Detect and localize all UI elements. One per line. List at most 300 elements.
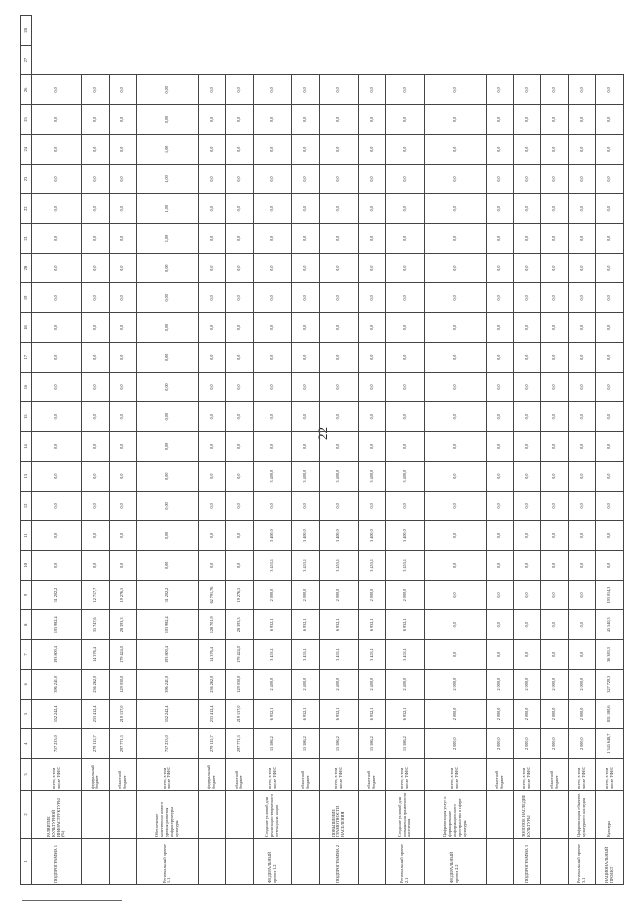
- value-cell: 3 400,0: [319, 461, 358, 491]
- program-cell: ПОДПРОГРАММА 3: [514, 839, 541, 885]
- value-cell: 31 202,2: [137, 580, 199, 610]
- value-cell: 0,0: [253, 224, 292, 254]
- value-cell: 0,0: [198, 253, 225, 283]
- value-cell: 0,0: [568, 75, 595, 105]
- value-cell: 0,0: [319, 164, 358, 194]
- table-row: [82, 16, 109, 885]
- value-cell: 0,0: [486, 550, 513, 580]
- value-cell: 0,0: [32, 432, 82, 462]
- value-cell: 0,0: [541, 610, 568, 640]
- value-cell: 3 400,0: [386, 461, 425, 491]
- value-cell: 28 393,3: [109, 610, 136, 640]
- column-header: 11: [21, 521, 32, 551]
- program-name-cell: [486, 791, 513, 839]
- value-cell: 0,0: [514, 253, 541, 283]
- value-cell: 193 800,4: [137, 640, 199, 670]
- value-cell: 0,0: [596, 491, 624, 521]
- value-cell: 0,0: [486, 640, 513, 670]
- column-header: 7: [21, 640, 32, 670]
- value-cell: 2 000,0: [541, 729, 568, 759]
- value-cell: 0,0: [424, 253, 486, 283]
- value-cell: 0,0: [596, 134, 624, 164]
- value-cell: 0,0: [486, 432, 513, 462]
- value-cell: 0,0: [109, 75, 136, 105]
- value-cell: 552 242,4: [32, 699, 82, 729]
- value-cell: 0,0: [292, 491, 319, 521]
- value-cell: 0,0: [109, 461, 136, 491]
- value-cell: 0,0: [568, 105, 595, 135]
- value-cell: 0,0: [32, 253, 82, 283]
- value-cell: 0,0: [292, 134, 319, 164]
- value-cell: 0,0: [486, 342, 513, 372]
- value-cell: 15 586,2: [253, 729, 292, 759]
- value-cell: 0,0: [424, 580, 486, 610]
- value-cell: 0,0: [253, 75, 292, 105]
- value-cell: 0,0: [32, 134, 82, 164]
- value-cell: 1,00: [137, 134, 199, 164]
- value-cell: 2 400,0: [386, 669, 425, 699]
- value-cell: 0,0: [198, 372, 225, 402]
- value-cell: 0,0: [424, 134, 486, 164]
- value-cell: 1,00: [137, 224, 199, 254]
- value-cell: 0,0: [82, 164, 109, 194]
- value-cell: 0,0: [358, 313, 385, 343]
- value-cell: 1,00: [137, 164, 199, 194]
- value-cell: 0,0: [226, 491, 253, 521]
- value-cell: 0,0: [386, 372, 425, 402]
- value-cell: 0,0: [514, 134, 541, 164]
- program-cell: [292, 839, 319, 885]
- value-cell: 0,0: [32, 491, 82, 521]
- value-cell: 0,0: [198, 164, 225, 194]
- value-cell: 0,0: [82, 402, 109, 432]
- column-header: 2: [21, 791, 32, 839]
- value-cell: 2 000,0: [568, 729, 595, 759]
- value-cell: 0,0: [253, 134, 292, 164]
- value-cell: 0,0: [514, 372, 541, 402]
- value-cell: 62 791,76: [198, 580, 225, 610]
- value-cell: 0,0: [109, 491, 136, 521]
- column-header: 4: [21, 729, 32, 759]
- value-cell: 0,0: [541, 134, 568, 164]
- table-row: [486, 16, 513, 885]
- value-cell: 0,0: [424, 432, 486, 462]
- value-cell: 0,0: [514, 105, 541, 135]
- value-cell: 3 453,1: [292, 640, 319, 670]
- column-header: 1: [21, 839, 32, 885]
- value-cell: 0,0: [109, 194, 136, 224]
- value-cell: 0,0: [253, 194, 292, 224]
- value-cell: 3 453,1: [292, 550, 319, 580]
- column-header: 20: [21, 253, 32, 283]
- column-header: 27: [21, 45, 32, 75]
- value-cell: 0,0: [568, 372, 595, 402]
- value-cell: 0,0: [292, 253, 319, 283]
- value-cell: 0,0: [32, 105, 82, 135]
- value-cell: 0,0: [82, 194, 109, 224]
- value-cell: 0,0: [226, 253, 253, 283]
- program-name-cell: [198, 791, 225, 839]
- value-cell: 0,0: [541, 550, 568, 580]
- value-cell: 12 717,7: [82, 580, 109, 610]
- value-cell: 396 241,0: [137, 669, 199, 699]
- value-cell: 0,0: [358, 105, 385, 135]
- value-cell: 3 400,0: [292, 461, 319, 491]
- value-cell: 0,0: [253, 432, 292, 462]
- value-cell: 0,0: [596, 253, 624, 283]
- value-cell: 3 453,1: [386, 550, 425, 580]
- value-cell: 2 000,0: [486, 729, 513, 759]
- column-header: 23: [21, 164, 32, 194]
- value-cell: 0,0: [541, 224, 568, 254]
- column-header: 26: [21, 75, 32, 105]
- value-cell: 0,0: [514, 283, 541, 313]
- value-cell: 0,00: [137, 75, 199, 105]
- column-header: 25: [21, 105, 32, 135]
- value-cell: 0,0: [319, 432, 358, 462]
- funding-source-cell: областной бюджет: [226, 759, 253, 791]
- column-header: 8: [21, 610, 32, 640]
- column-header: 16: [21, 372, 32, 402]
- value-cell: 2 000,0: [486, 669, 513, 699]
- funding-source-cell: всего, в том числе ТФЕС: [424, 759, 486, 791]
- value-cell: 0,0: [109, 134, 136, 164]
- column-header: 14: [21, 432, 32, 462]
- value-cell: 0,0: [292, 194, 319, 224]
- table-row: [226, 16, 253, 885]
- value-cell: 0,0: [568, 461, 595, 491]
- value-cell: 15 586,2: [292, 729, 319, 759]
- value-cell: 19 276,5: [226, 580, 253, 610]
- value-cell: 0,0: [226, 372, 253, 402]
- column-header: 15: [21, 402, 32, 432]
- value-cell: 0,0: [319, 372, 358, 402]
- value-cell: 0,0: [292, 432, 319, 462]
- value-cell: 0,0: [82, 105, 109, 135]
- value-cell: 0,0: [358, 491, 385, 521]
- value-cell: 2 000,0: [541, 669, 568, 699]
- value-cell: 0,0: [198, 134, 225, 164]
- program-cell: ПОДПРОГРАММА 1: [32, 839, 82, 885]
- value-cell: 0,0: [32, 342, 82, 372]
- value-cell: 0,0: [514, 313, 541, 343]
- value-cell: 0,0: [386, 432, 425, 462]
- value-cell: 0,0: [358, 342, 385, 372]
- table-row: [32, 16, 82, 885]
- value-cell: 3 400,0: [358, 521, 385, 551]
- value-cell: 757 233,0: [32, 729, 82, 759]
- value-cell: 0,0: [253, 372, 292, 402]
- value-cell: 2 000,0: [514, 729, 541, 759]
- value-cell: 0,0: [358, 283, 385, 313]
- value-cell: 219 137,0: [226, 699, 253, 729]
- value-cell: 0,0: [358, 194, 385, 224]
- column-header: 5: [21, 699, 32, 729]
- funding-source-cell: областной бюджет: [358, 759, 385, 791]
- value-cell: 35 747,6: [82, 610, 109, 640]
- value-cell: 0,0: [32, 283, 82, 313]
- value-cell: 0,0: [82, 342, 109, 372]
- value-cell: 0,0: [292, 342, 319, 372]
- value-cell: 0,0: [226, 432, 253, 462]
- value-cell: 193 014,3: [596, 580, 624, 610]
- value-cell: 2 000,0: [568, 699, 595, 729]
- value-cell: 0,0: [198, 75, 225, 105]
- value-cell: 0,0: [596, 372, 624, 402]
- value-cell: 0,0: [292, 164, 319, 194]
- table-row: [319, 16, 358, 885]
- value-cell: 0,0: [568, 640, 595, 670]
- value-cell: 6 932,1: [358, 699, 385, 729]
- program-cell: [486, 839, 513, 885]
- value-cell: 0,0: [514, 521, 541, 551]
- value-cell: 128 701,9: [198, 610, 225, 640]
- value-cell: 0,0: [82, 550, 109, 580]
- value-cell: 0,0: [514, 432, 541, 462]
- value-cell: 0,0: [386, 105, 425, 135]
- value-cell: 0,0: [358, 224, 385, 254]
- program-cell: ПОДПРОГРАММА 2: [319, 839, 358, 885]
- value-cell: 0,00: [137, 491, 199, 521]
- value-cell: 0,0: [486, 105, 513, 135]
- value-cell: 0,0: [568, 342, 595, 372]
- value-cell: 0,0: [386, 491, 425, 521]
- value-cell: 0,0: [424, 610, 486, 640]
- value-cell: 327 729,3: [596, 669, 624, 699]
- value-cell: 0,0: [109, 253, 136, 283]
- value-cell: 279 115,7: [82, 729, 109, 759]
- value-cell: 0,0: [514, 580, 541, 610]
- table-header-row: [21, 16, 32, 885]
- value-cell: 103 982,4: [32, 610, 82, 640]
- table-row: [514, 16, 541, 885]
- table-row: [568, 16, 595, 885]
- value-cell: 0,0: [198, 461, 225, 491]
- value-cell: 0,0: [386, 402, 425, 432]
- table-row: [292, 16, 319, 885]
- program-name-cell: Цифровизация объектов культурного наследия: [568, 791, 595, 839]
- table-row: [386, 16, 425, 885]
- value-cell: 0,0: [319, 134, 358, 164]
- value-cell: 0,0: [424, 402, 486, 432]
- value-cell: 552 242,4: [137, 699, 199, 729]
- table-row: [358, 16, 385, 885]
- value-cell: 0,0: [568, 432, 595, 462]
- value-cell: 0,0: [109, 164, 136, 194]
- value-cell: 0,0: [424, 224, 486, 254]
- value-cell: 0,0: [541, 640, 568, 670]
- value-cell: 45 540,3: [596, 610, 624, 640]
- value-cell: 2 000,0: [386, 580, 425, 610]
- value-cell: 0,0: [226, 521, 253, 551]
- value-cell: 0,0: [541, 164, 568, 194]
- value-cell: 0,0: [32, 372, 82, 402]
- value-cell: 0,0: [486, 75, 513, 105]
- funding-source-cell: федеральный бюджет: [198, 759, 225, 791]
- funding-source-cell: областной бюджет: [109, 759, 136, 791]
- value-cell: 0,0: [386, 313, 425, 343]
- funding-source-cell: всего, в том числе ТФЕС: [253, 759, 292, 791]
- value-cell: 0,0: [109, 550, 136, 580]
- value-cell: 6 932,1: [319, 699, 358, 729]
- value-cell: 0,0: [541, 105, 568, 135]
- value-cell: 0,0: [358, 402, 385, 432]
- value-cell: 0,0: [514, 461, 541, 491]
- value-cell: 0,0: [82, 491, 109, 521]
- value-cell: 0,0: [541, 491, 568, 521]
- table-row: [198, 16, 225, 885]
- value-cell: 831 180,6: [596, 699, 624, 729]
- value-cell: 0,0: [292, 402, 319, 432]
- program-name-cell: Цифровизация услуг и формирование информационного пространства в сфере культуры: [424, 791, 486, 839]
- value-cell: 0,0: [32, 194, 82, 224]
- value-cell: 6 932,1: [253, 699, 292, 729]
- budget-table-sheet: [20, 15, 624, 885]
- funding-source-cell: федеральный бюджет: [82, 759, 109, 791]
- program-cell: [109, 839, 136, 885]
- value-cell: 0,0: [109, 105, 136, 135]
- value-cell: 2 000,0: [292, 580, 319, 610]
- value-cell: 2 000,0: [358, 580, 385, 610]
- value-cell: 3 400,0: [292, 521, 319, 551]
- value-cell: 0,0: [253, 342, 292, 372]
- value-cell: 36 383,3: [596, 640, 624, 670]
- column-header: 24: [21, 134, 32, 164]
- table-row: [596, 16, 624, 885]
- value-cell: 0,0: [198, 491, 225, 521]
- value-cell: 0,0: [292, 105, 319, 135]
- value-cell: 0,0: [596, 75, 624, 105]
- value-cell: 0,0: [568, 610, 595, 640]
- funding-source-cell: всего, в том числе ТФЕС: [137, 759, 199, 791]
- value-cell: 0,0: [226, 224, 253, 254]
- value-cell: 0,0: [424, 164, 486, 194]
- value-cell: 2 000,0: [424, 699, 486, 729]
- funding-source-cell: областной бюджет: [541, 759, 568, 791]
- value-cell: 0,00: [137, 372, 199, 402]
- value-cell: 0,0: [226, 164, 253, 194]
- program-name-cell: [358, 791, 385, 839]
- value-cell: 0,0: [386, 253, 425, 283]
- program-name-cell: [541, 791, 568, 839]
- value-cell: 0,0: [319, 342, 358, 372]
- value-cell: 0,00: [137, 253, 199, 283]
- value-cell: 0,0: [486, 610, 513, 640]
- value-cell: 2 000,0: [514, 699, 541, 729]
- column-header: 6: [21, 669, 32, 699]
- program-name-cell: [109, 791, 136, 839]
- value-cell: 0,0: [292, 372, 319, 402]
- value-cell: 3 400,0: [358, 461, 385, 491]
- value-cell: 14 376,4: [198, 640, 225, 670]
- value-cell: 6 932,1: [358, 610, 385, 640]
- value-cell: 31 202,2: [32, 580, 82, 610]
- value-cell: 0,0: [32, 75, 82, 105]
- value-cell: 2 400,0: [358, 669, 385, 699]
- value-cell: 3 453,1: [319, 640, 358, 670]
- value-cell: 0,0: [486, 491, 513, 521]
- value-cell: 0,0: [198, 224, 225, 254]
- value-cell: 297 771,3: [226, 729, 253, 759]
- program-name-cell: [82, 791, 109, 839]
- value-cell: 2 000,0: [514, 669, 541, 699]
- value-cell: 0,0: [514, 610, 541, 640]
- value-cell: 3 400,0: [253, 521, 292, 551]
- value-cell: 0,0: [319, 224, 358, 254]
- value-cell: 0,00: [137, 283, 199, 313]
- value-cell: 15 586,2: [319, 729, 358, 759]
- value-cell: 0,0: [514, 491, 541, 521]
- value-cell: 0,0: [514, 342, 541, 372]
- value-cell: 0,0: [109, 313, 136, 343]
- value-cell: 0,0: [82, 134, 109, 164]
- program-name-cell: Создание условий для реализации творческого потенциала нации: [253, 791, 292, 839]
- column-header: 9: [21, 580, 32, 610]
- value-cell: 0,0: [32, 313, 82, 343]
- value-cell: 0,0: [596, 194, 624, 224]
- value-cell: 0,0: [253, 491, 292, 521]
- value-cell: 0,0: [319, 402, 358, 432]
- value-cell: 6 932,1: [253, 610, 292, 640]
- value-cell: 0,0: [568, 550, 595, 580]
- value-cell: 0,0: [292, 283, 319, 313]
- program-cell: [82, 839, 109, 885]
- value-cell: 0,0: [32, 402, 82, 432]
- value-cell: 0,0: [424, 313, 486, 343]
- value-cell: 0,0: [386, 194, 425, 224]
- value-cell: 0,0: [386, 224, 425, 254]
- value-cell: 0,0: [541, 313, 568, 343]
- value-cell: 0,0: [319, 253, 358, 283]
- value-cell: 0,0: [226, 283, 253, 313]
- value-cell: 0,0: [424, 640, 486, 670]
- program-cell: Региональный проект 2.1: [386, 839, 425, 885]
- value-cell: 0,0: [198, 550, 225, 580]
- value-cell: 0,0: [424, 105, 486, 135]
- value-cell: 0,0: [486, 164, 513, 194]
- value-cell: 0,0: [424, 372, 486, 402]
- value-cell: 0,0: [32, 550, 82, 580]
- value-cell: 0,0: [319, 313, 358, 343]
- value-cell: 0,0: [424, 521, 486, 551]
- value-cell: 0,0: [424, 194, 486, 224]
- value-cell: 0,00: [137, 432, 199, 462]
- value-cell: 0,0: [486, 521, 513, 551]
- value-cell: 1 345 648,7: [596, 729, 624, 759]
- value-cell: 0,0: [82, 432, 109, 462]
- value-cell: 0,0: [198, 342, 225, 372]
- value-cell: 179 424,0: [226, 640, 253, 670]
- value-cell: 2 400,0: [253, 669, 292, 699]
- value-cell: 0,0: [568, 164, 595, 194]
- column-header: 3: [21, 759, 32, 791]
- funding-source-cell: всего, в том числе ТФЕС: [514, 759, 541, 791]
- value-cell: 0,0: [109, 224, 136, 254]
- value-cell: 0,0: [109, 342, 136, 372]
- value-cell: 0,0: [541, 580, 568, 610]
- table-row: [424, 16, 486, 885]
- table-row: [541, 16, 568, 885]
- value-cell: 0,0: [541, 432, 568, 462]
- value-cell: 297 771,3: [109, 729, 136, 759]
- value-cell: 0,0: [486, 283, 513, 313]
- value-cell: 0,0: [514, 402, 541, 432]
- value-cell: 19 276,5: [109, 580, 136, 610]
- value-cell: 0,0: [486, 461, 513, 491]
- value-cell: 0,0: [319, 491, 358, 521]
- value-cell: 0,0: [568, 313, 595, 343]
- value-cell: 0,0: [541, 75, 568, 105]
